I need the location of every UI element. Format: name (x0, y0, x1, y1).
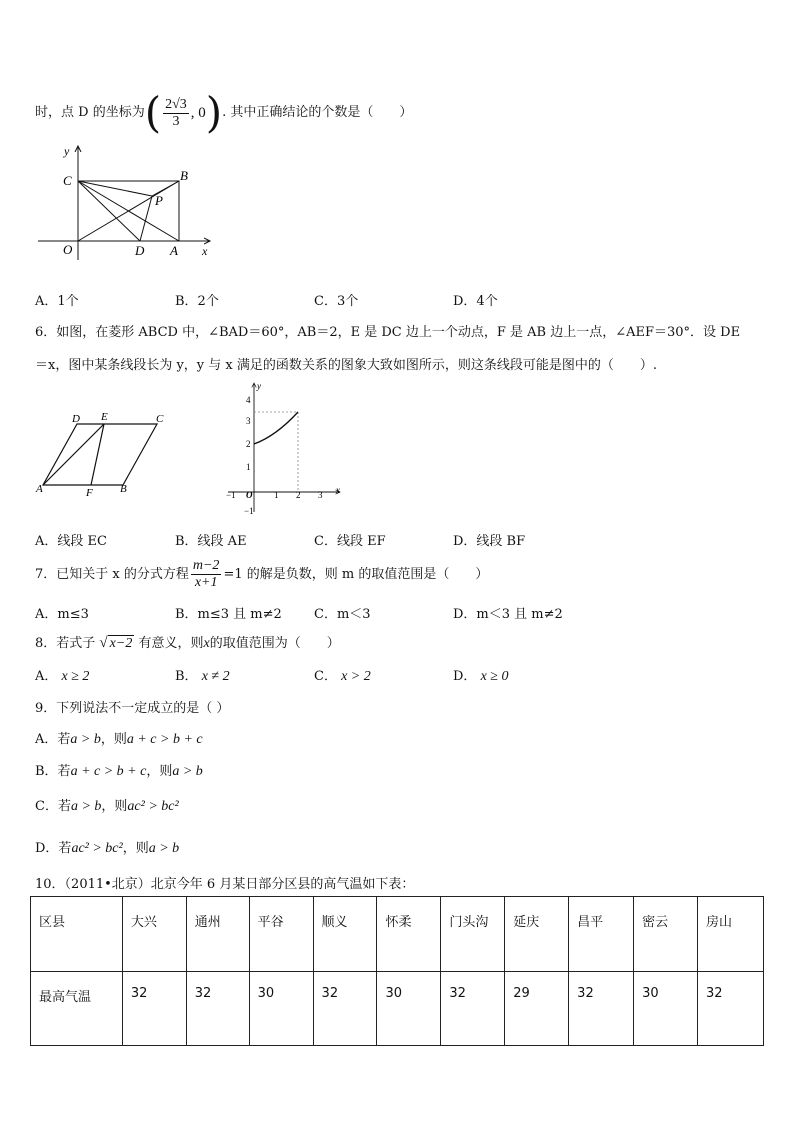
q9-a-res: a + c > b + c (126, 732, 203, 747)
graph-tick-y3: 3 (246, 416, 251, 426)
q6-option-c[interactable]: C．线段 EF (314, 534, 386, 549)
table-cell: 通州 (186, 897, 249, 972)
q8-option-a[interactable] (35, 665, 89, 685)
graph-tick-yn1: −1 (244, 506, 254, 516)
q7-numerator: m−2 (192, 558, 220, 573)
rhombus-label-c: C (156, 413, 164, 425)
graph-label-y: y (257, 381, 261, 391)
q9-b-res: a > b (172, 764, 203, 779)
q8-stem-mid: 有意义，则 (138, 636, 204, 651)
q5-option-d[interactable]: D．4个 (453, 294, 498, 309)
q9-c-label: C．若 (35, 799, 71, 814)
q5-figure (34, 142, 214, 264)
q8-radical: √ x−2 (99, 635, 133, 651)
graph-tick-x1: 1 (274, 490, 279, 500)
q8-var: x (203, 636, 210, 651)
q7-option-a[interactable]: A．m≤3 (35, 607, 89, 622)
q9-option-a[interactable] (35, 728, 203, 748)
q8-option-d-expr: x ≥ 0 (480, 669, 509, 684)
q7-option-b[interactable]: B．m≤3 且 m≠2 (175, 607, 282, 622)
q8-option-d-label: D． (453, 669, 477, 684)
table-cell: 30 (249, 972, 313, 1046)
table-header-row (31, 897, 764, 972)
table-cell: 32 (569, 972, 634, 1046)
q8-option-a-label: A． (35, 669, 58, 684)
q9-a-label: A．若 (35, 732, 71, 747)
coord-tail: , 0 (190, 105, 206, 121)
q5-stem (35, 88, 413, 137)
q8-option-b-expr: x ≠ 2 (201, 669, 230, 684)
q9-option-b[interactable] (35, 760, 203, 780)
segment-ef (91, 424, 104, 485)
q8-option-c-expr: x > 2 (341, 669, 371, 684)
table-cell: 区县 (31, 897, 123, 972)
rhombus-label-e: E (101, 411, 108, 423)
rhombus-figure (34, 408, 174, 498)
q9-b-sep: ，则 (146, 764, 173, 779)
q8-stem-post: 的取值范围为（ ） (209, 636, 340, 651)
table-cell: 昌平 (569, 897, 634, 972)
q5-stem-pre: 时，点 D 的坐标为 (35, 105, 145, 120)
graph-tick-y4: 4 (246, 395, 251, 405)
graph-tick-y2: 2 (246, 439, 251, 449)
rhombus-label-b: B (120, 483, 127, 495)
segment-ae (43, 424, 104, 485)
q7-stem-pre: 7．已知关于 x 的分式方程 (35, 567, 189, 582)
graph-label-x: x (336, 485, 340, 495)
q8-radicand: x−2 (109, 636, 133, 651)
fig-label-o: O (63, 242, 73, 257)
q9-option-c[interactable] (35, 795, 179, 815)
q6-stem-line1: 6．如图，在菱形 ABCD 中，∠BAD＝60°，AB＝2，E 是 DC 边上一个动点，F 是 AB 边上一点，∠AEF＝30°．设 DE (35, 325, 741, 340)
fig-label-p: P (155, 193, 163, 208)
q9-c-res: ac² > bc² (127, 799, 179, 814)
q5-option-b[interactable]: B．2个 (175, 294, 219, 309)
q5-option-a[interactable]: A．1个 (35, 294, 79, 309)
table-cell: 延庆 (505, 897, 569, 972)
q7-option-c[interactable]: C．m＜3 (314, 607, 371, 622)
q9-c-sep: ，则 (101, 799, 128, 814)
rhombus-label-d: D (72, 413, 80, 425)
q8-option-c[interactable] (314, 665, 371, 685)
q9-d-label: D．若 (35, 841, 72, 856)
table-cell: 32 (122, 972, 186, 1046)
table-cell: 房山 (697, 897, 763, 972)
table-cell: 29 (505, 972, 569, 1046)
table-cell: 32 (186, 972, 249, 1046)
fig-label-y: y (64, 144, 70, 158)
q9-b-label: B．若 (35, 764, 71, 779)
rhombus-label-f: F (86, 487, 93, 498)
fig-label-d: D (135, 243, 145, 258)
temperature-table (30, 896, 764, 1046)
q6-stem-line2: ＝x，图中某条线段长为 y，y 与 x 满足的函数关系的图象大致如图所示，则这条线段可能是图中的（ ）. (35, 358, 658, 373)
q7-denominator: x+1 (194, 575, 218, 590)
q7-option-d[interactable]: D．m＜3 且 m≠2 (453, 607, 563, 622)
q6-option-b[interactable]: B．线段 AE (175, 534, 247, 549)
table-cell: 怀柔 (377, 897, 441, 972)
q9-a-sep: ，则 (100, 732, 127, 747)
function-graph (222, 380, 346, 516)
graph-tick-x2: 2 (296, 490, 301, 500)
q8-stem-pre: 8．若式子 (35, 636, 96, 651)
table-cell: 最高气温 (31, 972, 123, 1046)
table-cell: 顺义 (313, 897, 377, 972)
table-cell: 32 (697, 972, 763, 1046)
coord-denominator: 3 (172, 113, 180, 129)
function-curve (254, 412, 298, 444)
rhombus-abcd (43, 424, 157, 485)
q9-option-d[interactable] (35, 837, 179, 857)
graph-label-o: O (246, 490, 253, 500)
q8-option-b[interactable] (175, 665, 230, 685)
q7-stem-post: =1 的解是负数，则 m 的取值范围是（ ） (223, 567, 489, 582)
table-cell: 32 (313, 972, 377, 1046)
q7-fraction (191, 558, 222, 591)
q9-a-cond: a > b (70, 732, 101, 747)
table-cell: 大兴 (122, 897, 186, 972)
q9-d-res: a > b (148, 841, 180, 856)
segment-cd (78, 181, 140, 241)
graph-tick-x3: 3 (318, 490, 323, 500)
q9-stem: 9．下列说法不一定成立的是（ ） (35, 701, 230, 716)
q9-d-sep: ，则 (122, 841, 149, 856)
table-cell: 门头沟 (441, 897, 505, 972)
q9-c-cond: a > b (70, 799, 102, 814)
q8-option-b-label: B． (175, 669, 198, 684)
q5-stem-post: . 其中正确结论的个数是（ ） (222, 105, 413, 120)
q9-d-cond: ac² > bc² (71, 841, 123, 856)
table-row (31, 972, 764, 1046)
rhombus-label-a: A (36, 483, 43, 495)
table-cell: 30 (634, 972, 698, 1046)
fig-label-c: C (63, 173, 72, 188)
graph-tick-xn1: −1 (226, 490, 236, 500)
fig-label-x: x (202, 244, 208, 258)
q6-option-d[interactable]: D．线段 BF (453, 534, 526, 549)
q8-option-c-label: C． (314, 669, 337, 684)
table-cell: 密云 (634, 897, 698, 972)
q9-b-cond: a + c > b + c (70, 764, 147, 779)
fig-label-b: B (180, 168, 188, 183)
table-cell: 平谷 (249, 897, 313, 972)
q8-option-d[interactable] (453, 665, 508, 685)
fig-label-a: A (170, 243, 178, 258)
coordinate-expression: ( $\frac{2√3}{3}$ , 0) (144, 88, 223, 137)
q6-option-a[interactable]: A．线段 EC (35, 534, 107, 549)
q5-option-c[interactable]: C．3个 (314, 294, 359, 309)
q8-stem (35, 632, 340, 654)
coord-numerator: 2√3 (165, 96, 187, 112)
q8-option-a-expr: x ≥ 2 (61, 669, 90, 684)
q7-stem (35, 556, 488, 594)
graph-tick-y1: 1 (246, 462, 251, 472)
table-cell: 32 (441, 972, 505, 1046)
table-cell: 30 (377, 972, 441, 1046)
q10-stem: 10．（2011•北京）北京今年 6 月某日部分区县的高气温如下表： (35, 877, 415, 892)
segment-cp (78, 181, 152, 196)
